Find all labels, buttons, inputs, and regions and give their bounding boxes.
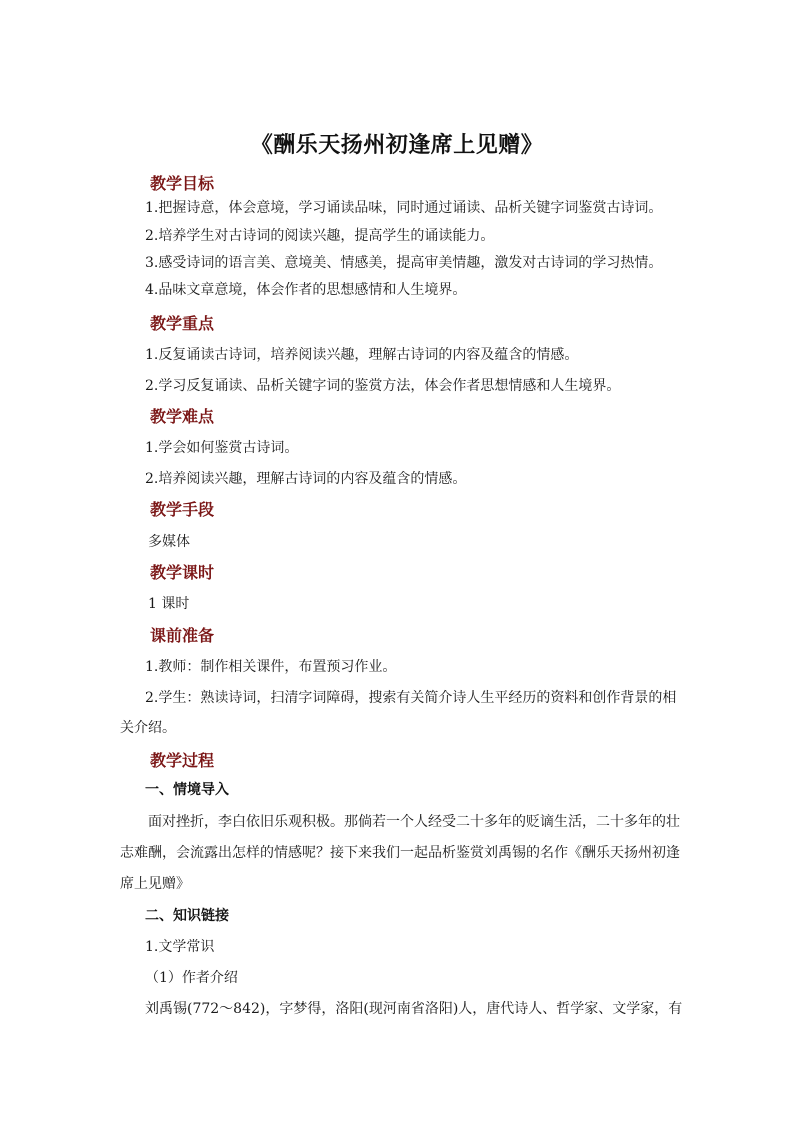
- difficulty-item-1: 1.学会如何鉴赏古诗词。: [145, 440, 299, 456]
- difficulty-item-2: 2.培养阅读兴趣，理解古诗词的内容及蕴含的情感。: [145, 471, 467, 487]
- heading-means: 教学手段: [150, 500, 215, 519]
- means-text: 多媒体: [148, 534, 190, 550]
- heading-hours: 教学课时: [150, 563, 215, 582]
- preparation-student-line-1: 2.学生：熟读诗词，扫清字词障碍，搜索有关简介诗人生平经历的资料和创作背景的相: [145, 690, 677, 706]
- heading-difficulties: 教学难点: [150, 407, 215, 426]
- key-point-item-1: 1.反复诵读古诗词，培养阅读兴趣，理解古诗词的内容及蕴含的情感。: [145, 347, 579, 363]
- author-intro-line: 刘禹锡(772～842)，字梦得，洛阳(现河南省洛阳)人，唐代诗人、哲学家、文学家，有: [145, 1001, 683, 1017]
- objective-item-3: 3.感受诗词的语言美、意境美、情感美，提高审美情趣，激发对古诗词的学习热情。: [145, 255, 663, 271]
- objective-item-2: 2.培养学生对古诗词的阅读兴趣，提高学生的诵读能力。: [145, 228, 495, 244]
- process-section-2-title: 二、知识链接: [145, 908, 229, 924]
- author-intro-title: （1）作者介绍: [145, 970, 238, 986]
- heading-objectives: 教学目标: [150, 174, 215, 193]
- hours-text: 1 课时: [148, 596, 190, 612]
- knowledge-subsection-1: 1.文学常识: [145, 939, 215, 955]
- preparation-teacher: 1.教师：制作相关课件，布置预习作业。: [145, 659, 397, 675]
- process-section-1-title: 一、情境导入: [145, 782, 229, 798]
- heading-process: 教学过程: [150, 751, 215, 770]
- process-section-1-line-2: 志难酬，会流露出怎样的情感呢？接下来我们一起品析鉴赏刘禹锡的名作《酬乐天扬州初逢: [120, 845, 680, 861]
- preparation-student-line-2: 关介绍。: [120, 720, 176, 736]
- process-section-1-line-3: 席上见赠》: [120, 876, 190, 892]
- key-point-item-2: 2.学习反复诵读、品析关键字词的鉴赏方法，体会作者思想情感和人生境界。: [145, 378, 621, 394]
- objective-item-1: 1.把握诗意，体会意境，学习诵读品味，同时通过诵读、品析关键字词鉴赏古诗词。: [145, 200, 663, 216]
- document-title: 《酬乐天扬州初逢席上见赠》: [250, 132, 544, 158]
- heading-preparation: 课前准备: [150, 626, 215, 645]
- objective-item-4: 4.品味文章意境，体会作者的思想感情和人生境界。: [145, 282, 467, 298]
- process-section-1-line-1: 面对挫折，李白依旧乐观积极。那倘若一个人经受二十多年的贬谪生活，二十多年的壮: [148, 814, 680, 830]
- heading-key-points: 教学重点: [150, 314, 215, 333]
